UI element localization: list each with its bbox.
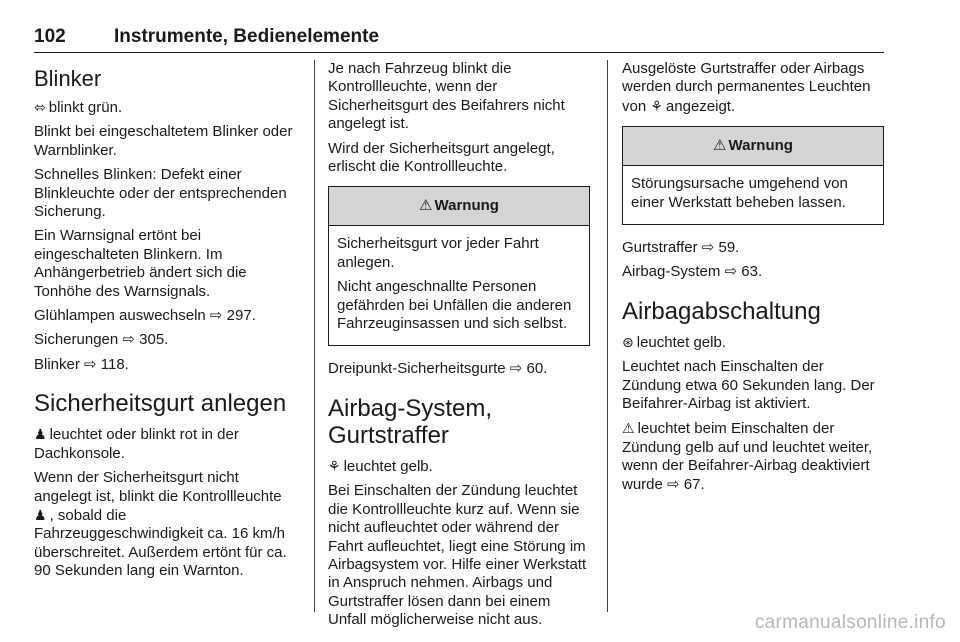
paragraph: Blinkt bei eingeschaltetem Blinker oder Warnblinker. <box>34 123 293 159</box>
warning-body <box>329 226 589 345</box>
warning-body <box>623 166 883 224</box>
turn-signal-icon: ⬄ <box>34 99 46 115</box>
text-span: , sobald die Fahrzeuggeschwindigkeit ca. 16 km/h überschreitet. Außerdem ertönt für ca. 90 Sekunden lang ein Warnton. <box>34 506 287 580</box>
warning-text: Sicherheitsgurt vor jeder Fahrt anlegen. <box>337 235 539 271</box>
seatbelt-icon: ♟ <box>34 506 47 523</box>
warning-title: Warnung <box>434 197 499 215</box>
text-span: Ausgelöste Gurtstraffer oder Airbags werden durch permanentes Leuchten von <box>622 60 871 115</box>
text-span: Wenn der Sicherheitsgurt nicht angelegt ist, blinkt die Kontrollleuchte <box>34 469 282 505</box>
paragraph <box>622 419 884 494</box>
column-1 <box>34 60 296 587</box>
blinker-status <box>34 98 296 117</box>
airbag-off-icon: ⚠ <box>622 420 635 437</box>
airbag-deactivation-status <box>622 333 884 352</box>
airbag-icon: ⚘ <box>328 457 341 474</box>
page-title: Instrumente, Bedienelemente <box>114 26 380 47</box>
section-heading-airbag-deactivation: Airbagabschaltung <box>622 297 821 325</box>
column-divider <box>607 60 608 612</box>
blinker-status-text: blinkt grün. <box>48 99 123 116</box>
paragraph: Leuchtet nach Einschalten der Zündung etwa 60 Sekunden lang. Der Beifahrer-Airbag ist aktiviert. <box>622 358 875 413</box>
text-span: angezeigt. <box>665 97 736 115</box>
warning-box <box>622 126 884 225</box>
cross-reference: Airbag-System ⇨ 63. <box>622 263 763 281</box>
seatbelt-status-text: leuchtet oder blinkt rot in der Dachkonsole. <box>34 426 239 462</box>
cross-reference: Blinker ⇨ 118. <box>34 355 129 373</box>
paragraph <box>622 60 884 116</box>
cross-reference: Glühlampen auswechseln ⇨ 297. <box>34 307 256 325</box>
section-heading-blinker: Blinker <box>34 66 102 91</box>
warning-triangle-icon: ⚠ <box>419 197 433 215</box>
cross-reference: Sicherungen ⇨ 305. <box>34 331 169 349</box>
warning-title: Warnung <box>728 137 793 155</box>
paragraph: Schnelles Blinken: Defekt einer Blinkleuchte oder der entsprechenden Sicherung. <box>34 166 287 221</box>
cross-reference: Dreipunkt-Sicherheitsgurte ⇨ 60. <box>328 360 548 378</box>
warning-box <box>328 186 590 346</box>
paragraph <box>34 469 296 580</box>
warning-text: Nicht angeschnallte Personen gefährden bei Unfällen die anderen Fahrzeuginsassen und sich selbst. <box>337 278 572 333</box>
paragraph: Wird der Sicherheitsgurt angelegt, erlischt die Kontrollleuchte. <box>328 139 555 176</box>
airbag-status <box>328 457 590 476</box>
watermark: carmanualsonline.info <box>754 612 946 633</box>
paragraph: Ein Warnsignal ertönt bei eingeschalteten Blinkern. Im Anhängerbetrieb ändert sich die Tonhöhe des Warnsignals. <box>34 227 247 300</box>
column-3 <box>622 60 884 500</box>
warning-text: Störungsursache umgehend von einer Werkstatt beheben lassen. <box>631 175 848 211</box>
airbag-status-text: leuchtet gelb. <box>343 457 433 475</box>
seatbelt-icon: ♟ <box>34 426 47 443</box>
page-header <box>34 26 884 53</box>
page-number: 102 <box>34 26 66 47</box>
warning-header <box>623 127 883 166</box>
cross-reference: Gurtstraffer ⇨ 59. <box>622 239 740 257</box>
airbag-icon: ⚘ <box>650 97 663 114</box>
paragraph: Bei Einschalten der Zündung leuchtet die Kontrollleuchte kurz auf. Wenn sie nicht aufleuchtet oder während der Fahrt aufleuchtet, liegt eine Störung im Airbagsystem vor. Hilfe einer Werkstatt in Anspruch nehmen. Airbags und Gurtstraffer lösen dann bei einem Unfall möglicherweise nicht aus. <box>328 482 587 629</box>
airbag-deactivation-status-text: leuchtet gelb. <box>636 333 726 351</box>
section-heading-seatbelt: Sicherheitsgurt anlegen <box>34 390 287 418</box>
paragraph: Je nach Fahrzeug blinkt die Kontrollleuchte, wenn der Sicherheitsgurt des Beifahrers nicht angelegt ist. <box>328 60 565 133</box>
seatbelt-status <box>34 425 296 463</box>
text-span: leuchtet beim Einschalten der Zündung gelb auf und leuchtet weiter, wenn der Beifahrer-Airbag deaktiviert wurde ⇨ 67. <box>622 420 873 493</box>
column-2 <box>328 60 590 636</box>
warning-triangle-icon: ⚠ <box>713 137 727 155</box>
airbag-on-icon: ⊛ <box>622 333 634 350</box>
section-heading-airbag: Airbag-System, Gurtstraffer <box>328 394 493 449</box>
column-divider <box>314 60 315 612</box>
warning-header <box>329 187 589 226</box>
